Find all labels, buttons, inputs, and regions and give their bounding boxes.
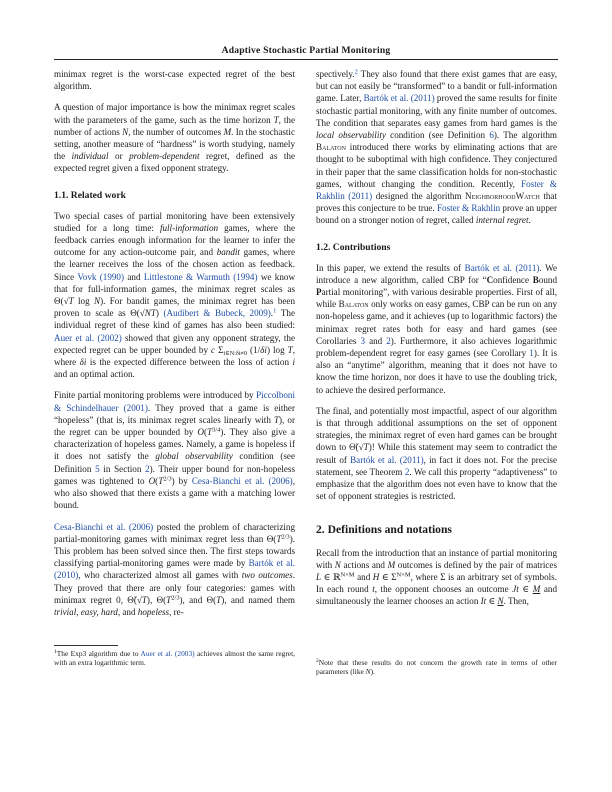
citation-link[interactable]: Vovk (1990)	[77, 271, 125, 282]
text-run: Two special cases of partial monitoring have been extensively studied for a long time:	[54, 210, 295, 233]
text-run: and an optimal action.	[54, 369, 135, 380]
paragraph-two-outcomes-continued	[316, 68, 557, 227]
text-run: or	[108, 151, 130, 162]
text-run: ). This problem has been solved since then. The first steps towards classifying partial-monitoring games were made by	[54, 533, 295, 569]
emphasis-text: T	[141, 594, 147, 605]
text-run: regret, defined as the expected regret given a fixed opponent strategy.	[54, 151, 295, 174]
heading-related-work: 1.1. Related work	[54, 189, 126, 201]
text-run: condition (see Definition	[385, 130, 490, 141]
running-header: Adaptive Stochastic Partial Monitoring	[221, 45, 391, 56]
text-run: .	[528, 215, 531, 226]
citation-link[interactable]: Bartók et al. (2011)	[350, 454, 424, 465]
text-run: A question of major importance is how the minimax regret scales with the parameters of the game, such as the time horizon	[54, 102, 295, 125]
citation-link[interactable]: 6	[489, 130, 494, 141]
subscript: i∈N:δi≠0	[223, 349, 248, 357]
emphasis-text: It	[480, 596, 487, 607]
citation-link[interactable]: 1	[529, 348, 534, 359]
text-run: Finite partial monitoring problems were introduced by	[54, 390, 257, 401]
citation-link[interactable]: 2	[386, 335, 391, 346]
text-run: ∈ Σ	[379, 571, 397, 582]
emphasis-text: bandit	[216, 247, 240, 258]
text-run: and	[354, 571, 373, 582]
text-run: Note that these results do not concern the growth rate in terms of other parameters (like	[316, 658, 557, 677]
text-run: games, where the feedback carries enough information for the learner to infer the outcome for any action-outcome pair, and	[54, 222, 295, 258]
text-run: artial monitoring”, with various desirable properties. First of all, while	[316, 287, 557, 310]
text-run: )! While this statement may seem to contradict the result of	[316, 442, 557, 465]
text-run: log	[73, 296, 94, 307]
text-run: only works on easy games, CBP can be run on any non-hopeless game, and it achieves (up to logarithmic factors) the minimax regret rates both for easy and hard games (see Corollaries	[316, 299, 558, 346]
footnote-text	[316, 658, 557, 676]
text-run: , the number of actions	[54, 114, 295, 137]
emphasis-text: trivial, easy, hard,	[54, 606, 121, 617]
right-column	[316, 68, 557, 617]
text-run: The final, and potentially most impactful, aspect of our algorithm is that through additional assumptions on the set of opponent strategies, the minimax regret of even hard games can be brought down to Θ̃(√	[316, 405, 557, 453]
emphasis-text: T	[273, 114, 279, 125]
citation-link[interactable]: Foster & Rakhlin (2011)	[316, 178, 557, 202]
paragraph-adaptiveness	[316, 405, 557, 503]
citation-link[interactable]: Cesa-Bianchi et al. (2006)	[191, 475, 293, 486]
text-run: (1/	[247, 344, 261, 355]
emphasis-text: T	[207, 427, 213, 438]
text-run: ). The algorithm	[493, 130, 557, 141]
text-run: The Exp3 algorithm due to	[56, 649, 141, 658]
paragraph-finite-partial-monitoring	[54, 389, 295, 511]
text-run: . We call this property “adaptiveness” to emphasize that the algorithm does not even have to know that the set of opponent strategies is restricted.	[316, 466, 557, 502]
text-run: , where Σ is an arbitrary set of symbols. In each round	[316, 571, 557, 595]
text-run: achieves almost the same regret, with an extra logarithmic term.	[54, 649, 295, 668]
citation-link[interactable]: Littlestone & Warmuth (1994)	[143, 271, 258, 282]
emphasis-text: global observability	[155, 451, 233, 462]
emphasis-text: hopeless	[137, 606, 170, 617]
text-run: . Then,	[503, 596, 529, 607]
paragraph-question-scaling	[54, 101, 295, 174]
text-run: . In the stochastic setting, another measure of “hardness” is worth studying, namely the	[54, 126, 295, 162]
text-run: ). Furthermore, it also achieves logarithmic problem-dependent regret for easy games (see Corollary	[316, 335, 557, 359]
paragraph-minimax-definition: minimax regret is the worst-case expected regret of the best algorithm.	[54, 69, 295, 92]
math-symbol: N	[497, 596, 504, 607]
algorithm-name: Balaton	[338, 299, 369, 310]
text-run: posted the problem of characterizing partial-monitoring games with minimax regret less than Θ(	[54, 521, 295, 544]
footnote-2	[316, 658, 557, 676]
text-run: . They proved that a game is either “hopeless” (that is, its minimax regret scales linearly with	[54, 402, 295, 425]
emphasis-text: M	[387, 559, 396, 570]
emphasis-text: T	[363, 442, 369, 453]
text-run: ). For bandit games, the minimax regret has been proven to scale as Θ(√	[54, 296, 295, 319]
text-run: (	[155, 475, 159, 486]
emphasis-text: problem-dependent	[129, 151, 200, 162]
text-run: ) log	[266, 344, 288, 355]
emphasis-text: Jt	[512, 584, 519, 595]
text-run: ∈	[486, 596, 498, 607]
emphasis-text: O	[197, 427, 204, 438]
text-run: showed that given any opponent strategy, the expected regret can be upper bounded by	[54, 332, 295, 355]
emphasis-text: N	[122, 126, 129, 137]
citation-link[interactable]: 5	[95, 463, 100, 474]
header-rule	[54, 59, 558, 60]
text-run: They also found that there exist games that are easy, but can not easily be “transformed” to a bandit or full-information game. Later,	[316, 69, 557, 104]
text-run: . We introduce a new algorithm, called CBP for “	[316, 262, 557, 285]
algorithm-name: NeighborhoodWatch	[465, 191, 540, 202]
text-run: ), or the regret can be upper bounded by	[54, 414, 295, 438]
text-run: we know that for full-information games, the minimax regret scales as Θ(√	[54, 271, 296, 307]
text-run: ∈	[518, 584, 533, 595]
citation-link[interactable]: 2	[404, 466, 410, 477]
superscript: N×M	[340, 571, 355, 579]
text-run: , in fact it does not. For the precise statement, see Theorem	[316, 454, 557, 477]
text-run: and simultaneously the learner chooses an action	[316, 584, 557, 607]
emphasis-text: T	[276, 533, 282, 544]
emphasis-text: t	[372, 584, 375, 595]
heading-contributions: 1.2. Contributions	[316, 241, 391, 253]
text-run: ), and named them	[221, 594, 295, 605]
text-run: introduced there works by eliminating actions that are thought to be suboptimal with high confidence. They conjectured in their paper that the same classification holds for non-stochastic games, without changing the condition. Recently,	[316, 142, 557, 189]
emphasis-text: local observability	[316, 130, 386, 141]
text-run: ). They also give a characterization of hopeless games. Namely, a game is hopeless if it does not satisfy the	[54, 427, 295, 462]
text-run: ) by	[171, 475, 192, 486]
citation-link[interactable]: 2	[145, 463, 150, 474]
text-run: onfidence	[493, 274, 533, 285]
paragraph-special-cases	[54, 210, 295, 381]
text-run: that proves this conjecture to be true.	[316, 191, 557, 214]
paragraph-partial-monitoring-instance	[316, 547, 557, 608]
citation-link[interactable]: Bartók et al. (2010)	[54, 558, 295, 581]
text-run: ), and Θ(	[179, 594, 217, 605]
heading-definitions: 2. Definitions and notations	[316, 522, 452, 536]
text-run: ). Their upper bound for non-hopeless games was tightened to	[54, 463, 296, 486]
emphasis-text: T	[287, 344, 293, 355]
superscript: 3/4	[212, 426, 221, 434]
footnote-text	[54, 649, 295, 667]
text-run: in Section	[99, 463, 146, 474]
bold-letter: B	[532, 274, 539, 285]
superscript: N×M	[396, 571, 411, 579]
emphasis-text: T	[68, 296, 74, 307]
text-run: In this paper, we extend the results of	[316, 262, 465, 273]
paragraph-cbp-algorithm	[316, 262, 557, 396]
emphasis-text: T	[158, 475, 164, 486]
text-run: Recall from the introduction that an instance of partial monitoring with	[316, 547, 557, 570]
text-run: proved the same results for finite stochastic partial monitoring, with any finite number of outcomes. The condition that separates easy games from hard games is the	[316, 93, 557, 128]
left-column	[54, 68, 295, 627]
emphasis-text: full-information	[159, 222, 219, 233]
citation-link[interactable]: Cesa-Bianchi et al. (2006)	[54, 521, 154, 532]
superscript: 2/3	[163, 475, 172, 483]
emphasis-text: N	[365, 667, 371, 677]
text-run: games, where the learner receives the loss of the chosen action as feedback. Since	[54, 247, 295, 282]
bold-letter: P	[316, 287, 322, 298]
citation-link[interactable]: Foster & Rakhlin	[436, 203, 501, 214]
bold-letter: C	[486, 274, 494, 285]
citation-link[interactable]: Auer et al. (2002)	[54, 332, 122, 343]
algorithm-name: Balaton	[316, 142, 346, 153]
footnote-marker[interactable]: 2	[354, 68, 358, 76]
footnote-marker[interactable]: 1	[273, 307, 277, 315]
text-run: and	[120, 606, 138, 617]
citation-link[interactable]: Auer et al. (2003)	[140, 649, 195, 658]
text-run: ∈ ℝ	[321, 571, 341, 582]
text-run: and	[124, 271, 144, 282]
emphasis-text: c	[211, 344, 216, 355]
emphasis-text: H	[372, 571, 380, 582]
emphasis-text: NT	[144, 308, 156, 319]
text-run: (	[203, 427, 208, 438]
emphasis-text: T	[273, 414, 280, 425]
text-run: .	[270, 308, 274, 319]
citation-link[interactable]: (Audibert & Bubeck, 2009)	[163, 308, 271, 319]
superscript: 2/3	[171, 594, 180, 602]
text-run: ). It is also an “anytime” algorithm, meaning that it does not have to know the time horizon, nor does it have to use the doubling trick, to achieve the desired performance.	[316, 348, 557, 395]
text-run: ound	[538, 274, 557, 285]
text-run: actions and	[340, 559, 388, 570]
text-run: ), Θ(	[146, 594, 167, 605]
text-run: prove an upper bound on a stronger notion of regret, called	[316, 203, 557, 226]
footnote-1	[54, 645, 295, 667]
text-run: , re-	[169, 606, 184, 617]
text-run: condition (see Definition	[54, 451, 295, 474]
emphasis-text: T	[216, 594, 222, 605]
emphasis-text: i	[292, 357, 295, 368]
superscript: 2/3	[281, 533, 290, 541]
citation-link[interactable]: Bartók et al. (2011)	[363, 93, 435, 104]
citation-link[interactable]: 3	[360, 335, 366, 346]
citation-link[interactable]: Bartók et al. (2011)	[464, 262, 540, 273]
emphasis-text: δi	[79, 357, 87, 368]
citation-link[interactable]: Piccolboni & Schindelhauer (2001)	[54, 390, 295, 413]
footnote-rule	[54, 645, 118, 646]
emphasis-text: individual	[71, 151, 109, 162]
text-run: outcomes is defined by the pair of matrices	[395, 559, 557, 570]
footnote-number: 1	[54, 649, 57, 655]
text-run: is the expected difference between the loss of action	[86, 357, 293, 368]
text-run: , who characterized almost all games with	[78, 570, 242, 581]
emphasis-text: N	[334, 559, 341, 570]
text-run: , who also showed that there exists a game with a matching lower bound.	[54, 475, 295, 511]
emphasis-text: M	[223, 126, 232, 137]
text-run: The individual regret of these kind of games has also been studied:	[54, 308, 295, 331]
emphasis-text: L	[316, 571, 322, 582]
emphasis-text: internal regret	[475, 215, 529, 226]
paragraph-characterizing-games	[54, 521, 295, 619]
text-run: , where	[54, 344, 295, 368]
text-run: designed the algorithm	[372, 191, 466, 202]
text-run: spectively.	[316, 69, 355, 79]
emphasis-text: δi	[260, 344, 267, 355]
text-run: , the opponent chooses an outcome	[374, 584, 513, 595]
emphasis-text: T	[166, 594, 172, 605]
emphasis-text: N	[93, 296, 101, 307]
text-run: ).	[370, 667, 375, 677]
text-run: , the number of outcomes	[128, 126, 224, 137]
emphasis-text: O	[148, 475, 156, 486]
text-run: and	[365, 335, 387, 346]
text-run: . They proved that there are only four categories: games with minimax regret 0, Θ̃(√	[54, 570, 295, 605]
text-run: Σ	[215, 344, 224, 355]
emphasis-text: two outcomes	[241, 570, 293, 581]
math-symbol: M	[532, 584, 541, 595]
footnote-number: 2	[316, 658, 319, 664]
text-run: )	[155, 308, 164, 319]
